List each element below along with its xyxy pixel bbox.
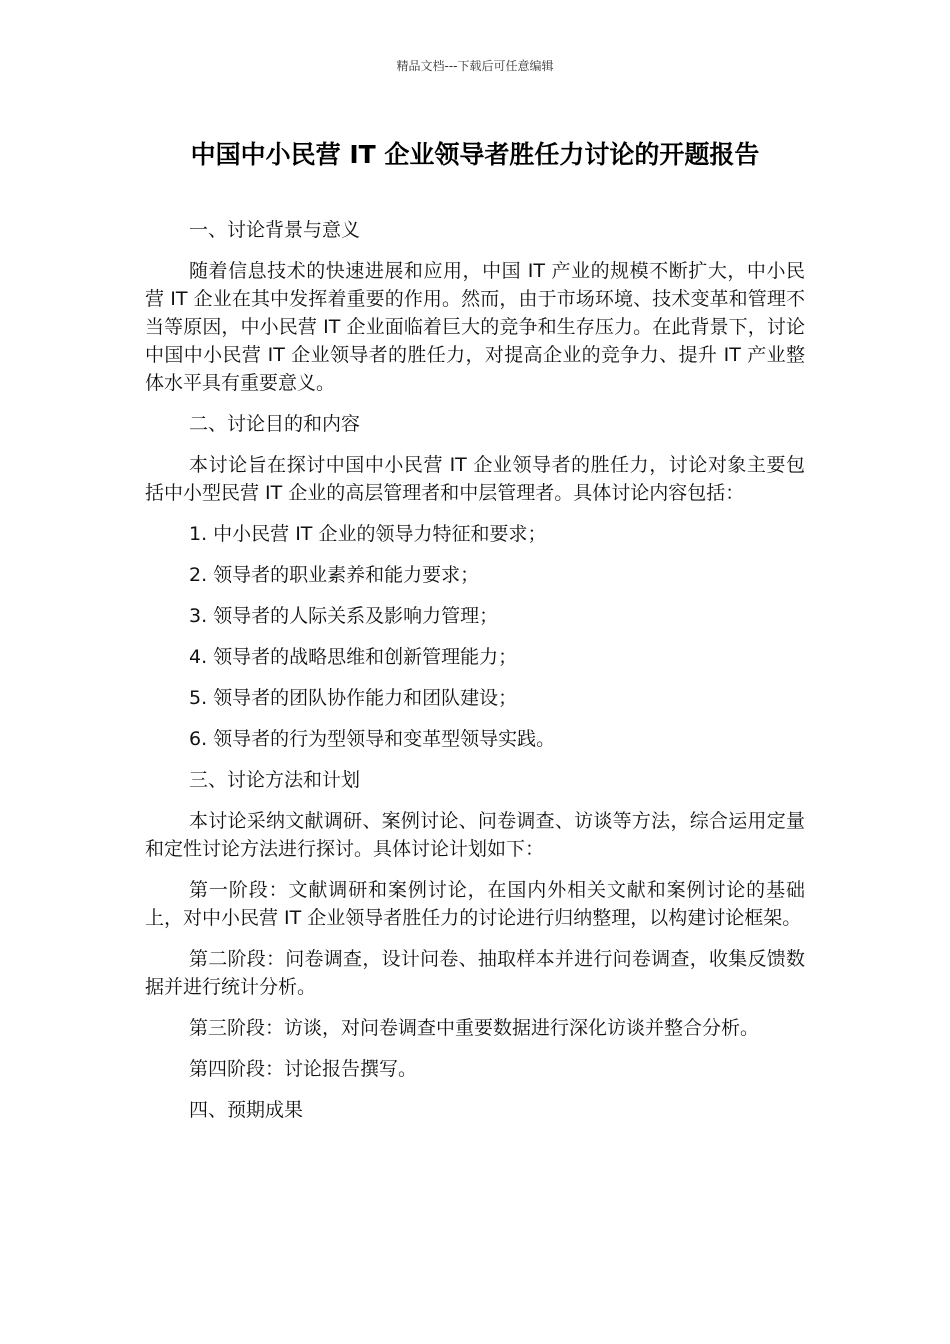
header-note: 精品文档---下载后可任意编辑 — [396, 59, 554, 73]
section-heading-objectives: 二、讨论目的和内容 — [189, 413, 361, 435]
paragraph-objectives: 本讨论旨在探讨中国中小民营 IT 企业领导者的胜任力，讨论对象主要包括中小型民营 IT 企业的高层管理者和中层管理者。具体讨论内容包括： — [145, 454, 805, 504]
paragraph-methods: 本讨论采纳文献调研、案例讨论、问卷调查、访谈等方法，综合运用定量和定性讨论方法进行探讨。具体讨论计划如下： — [145, 810, 805, 860]
list-item-6: 6. 领导者的行为型领导和变革型领导实践。 — [189, 728, 556, 750]
section-heading-outcomes: 四、预期成果 — [189, 1099, 304, 1121]
list-item-1: 1. 中小民营 IT 企业的领导力特征和要求； — [189, 523, 547, 545]
list-item-4: 4. 领导者的战略思维和创新管理能力； — [189, 646, 518, 668]
list-item-5: 5. 领导者的团队协作能力和团队建设； — [189, 687, 518, 709]
section-heading-methods: 三、讨论方法和计划 — [189, 769, 361, 791]
list-item-2: 2. 领导者的职业素养和能力要求； — [189, 564, 480, 586]
paragraph-background: 随着信息技术的快速进展和应用，中国 IT 产业的规模不断扩大，中小民营 IT 企业在其中发挥着重要的作用。然而，由于市场环境、技术变革和管理不当等原因，中小民营 IT 企业面临着巨大的竞争和生存压力。在此背景下，讨论中国中小民营 IT 企业领导者的胜任力，对提高企业的竞争力、提升 IT 产业整体水平具有重要意义。 — [145, 260, 805, 394]
list-item-3: 3. 领导者的人际关系及影响力管理； — [189, 605, 499, 627]
section-heading-background: 一、讨论背景与意义 — [189, 219, 361, 241]
paragraph-phase-1: 第一阶段：文献调研和案例讨论，在国内外相关文献和案例讨论的基础上，对中小民营 IT 企业领导者胜任力的讨论进行归纳整理，以构建讨论框架。 — [145, 879, 805, 929]
document-title: 中国中小民营 IT 企业领导者胜任力讨论的开题报告 — [190, 140, 760, 169]
paragraph-phase-4: 第四阶段：讨论报告撰写。 — [189, 1058, 418, 1080]
paragraph-phase-2: 第二阶段：问卷调查，设计问卷、抽取样本并进行问卷调查，收集反馈数据并进行统计分析。 — [145, 948, 805, 998]
paragraph-phase-3: 第三阶段：访谈，对问卷调查中重要数据进行深化访谈并整合分析。 — [189, 1017, 760, 1039]
document-body — [145, 216, 805, 1124]
